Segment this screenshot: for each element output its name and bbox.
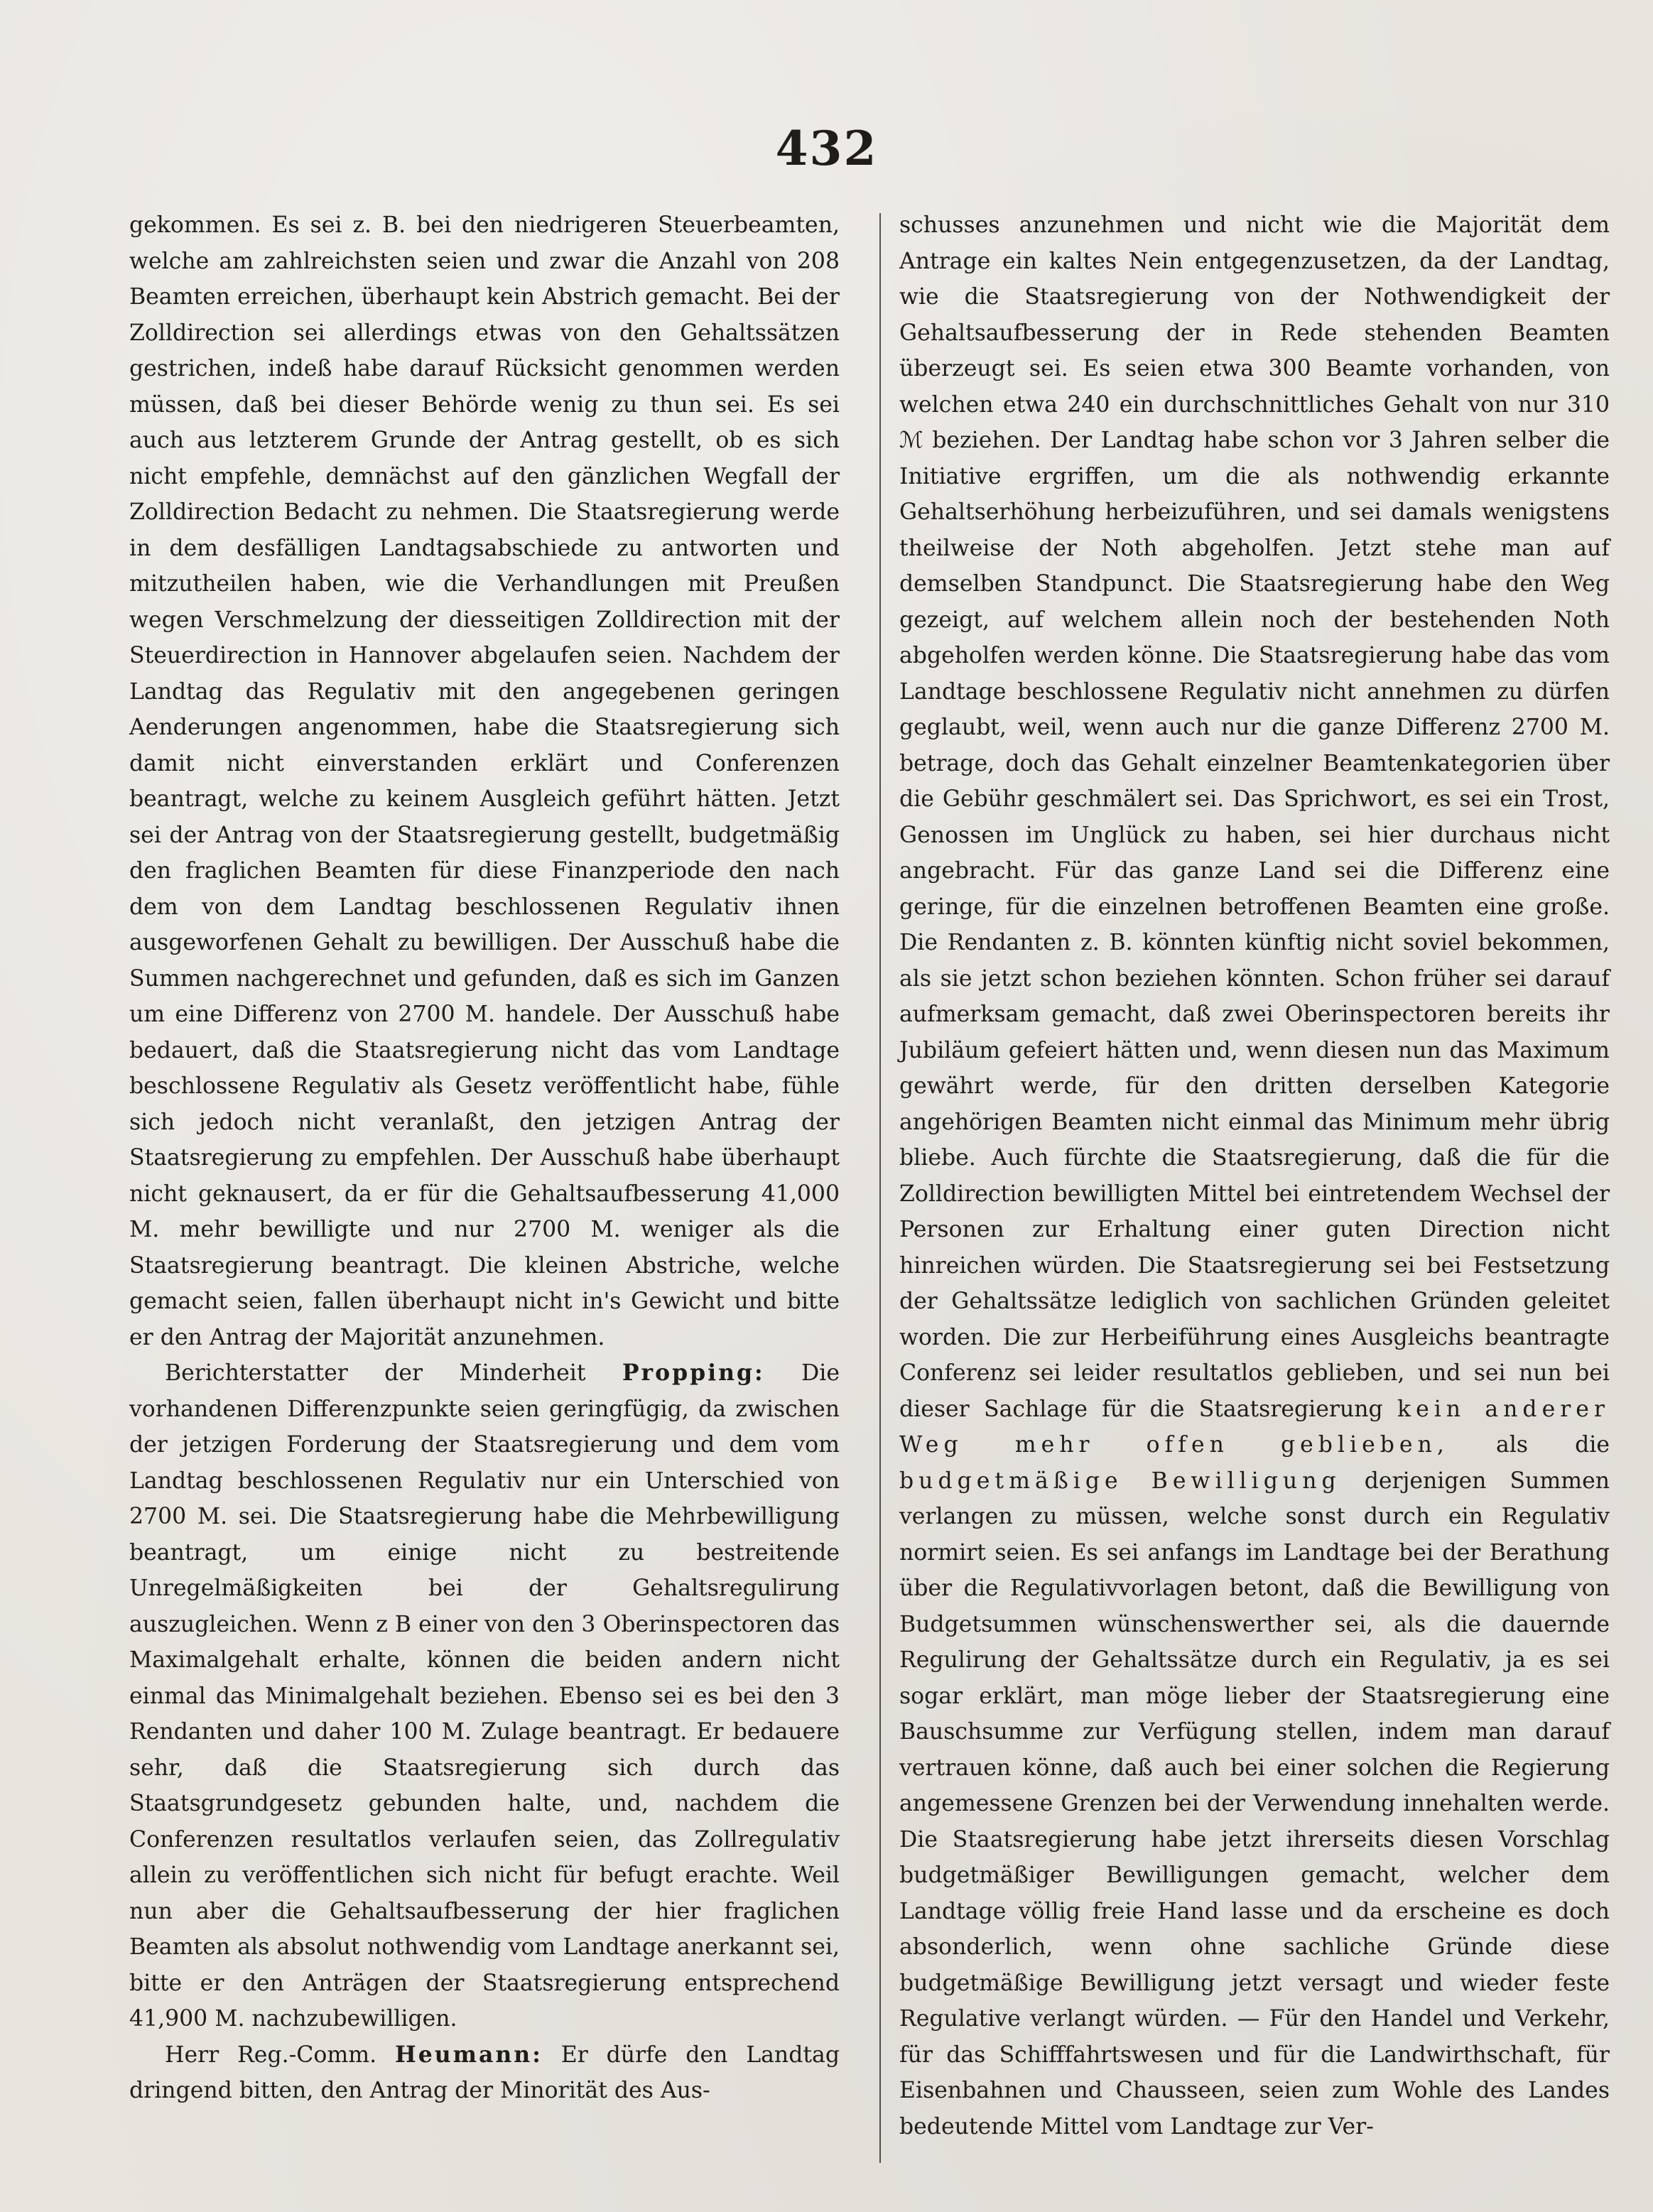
body-text: derjenigen Summen verlangen zu müssen, welche sonst durch ein Regulativ normirt seien. Es sei anfangs im Landtage bei der Berathung über die Regulativvorlagen betont, daß die Bewilligung von Budgetsummen wünschenswerther sei, als die dauernde Regulirung der Gehaltssätze durch ein Regulativ, ja es sei sogar erklärt, man möge lieber der Staatsregierung eine Bauschsumme zur Verfügung stellen, indem man darauf vertrauen könne, daß auch bei einer solchen die Regierung angemessene Grenzen bei der Verwendung innehalten werde. Die Staatsregierung habe jetzt ihrerseits diesen Vorschlag budgetmäßiger Bewilligungen gemacht, welcher dem Landtage völlig freie Hand lasse und da erscheine es doch absonderlich, wenn ohne sachliche Gründe diese budgetmäßige Bewilligung jetzt versagt und wieder feste Regulative verlangt würden. — Für den Handel und Verkehr, für das Schifffahrtswesen und für die Landwirthschaft, für Eisenbahnen und Chausseen, seien zum Wohle des Landes bedeutende Mittel vom Landtage zur Ver- xyxy=(899,1468,1610,2140)
speaker-intro: Herr Reg.-Comm. xyxy=(165,2042,377,2068)
paragraph xyxy=(899,207,1610,2145)
speech-text: Er dürfe den Landtag dringend bitten, den Antrag der Minorität des Aus- xyxy=(129,2042,840,2103)
page-number: 432 xyxy=(775,121,878,176)
column-divider xyxy=(879,213,881,2163)
left-column xyxy=(129,207,840,2109)
paragraph xyxy=(129,1355,840,2037)
right-column xyxy=(899,207,1610,2145)
body-text: schusses anzunehmen und nicht wie die Majorität dem Antrage ein kaltes Nein entgegenzusetzen, da der Landtag, wie die Staatsregierung von der Nothwendigkeit der Gehaltsaufbesserung der in Rede stehenden Beamten überzeugt sei. Es seien etwa 300 Beamte vorhanden, von welchen etwa 240 ein durchschnittliches Gehalt von nur 310 ℳ beziehen. Der Landtag habe schon vor 3 Jahren selber die Initiative ergriffen, um die als nothwendig erkannte Gehaltserhöhung herbeizuführen, und sei damals wenigstens theilweise der Noth abgeholfen. Jetzt stehe man auf demselben Standpunct. Die Staatsregierung habe den Weg gezeigt, auf welchem allein noch der bestehenden Noth abgeholfen werden könne. Die Staatsregierung habe das vom Landtage beschlossene Regulativ nicht annehmen zu dürfen geglaubt, weil, wenn auch nur die ganze Differenz 2700 M. betrage, doch das Gehalt einzelner Beamtenkategorien über die Gebühr geschmälert sei. Das Sprichwort, es sei ein Trost, Genossen im Unglück zu haben, sei hier durchaus nicht angebracht. Für das ganze Land sei die Differenz eine geringe, für die einzelnen betroffenen Beamten eine große. Die Rendanten z. B. könnten künftig nicht soviel bekommen, als sie jetzt schon beziehen könnten. Schon früher sei darauf aufmerksam gemacht, daß zwei Oberinspectoren bereits ihr Jubiläum gefeiert hätten und, wenn diesen nun das Maximum gewährt werde, für den dritten derselben Kategorie angehörigen Beamten nicht einmal das Minimum mehr übrig bliebe. Auch fürchte die Staatsregierung, daß die für die Zolldirection bewilligten Mittel bei eintretendem Wechsel der Personen zur Erhaltung einer guten Direction nicht hinreichen würden. Die Staatsregierung sei bei Festsetzung der Gehaltssätze lediglich von sachlichen Gründen geleitet worden. Die zur Herbeiführung eines Ausgleichs beantragte Conferenz sei leider resultatlos geblieben, und sei nun bei dieser Sachlage für die Staatsregierung xyxy=(899,212,1610,1422)
speaker-intro: Berichterstatter der Minderheit xyxy=(165,1360,586,1386)
spaced-emphasis: budgetmäßige Bewilligung xyxy=(899,1468,1341,1494)
paragraph xyxy=(129,2037,840,2109)
speaker-name: Propping: xyxy=(622,1360,765,1386)
paragraph: gekommen. Es sei z. B. bei den niedrigeren Steuerbeamten, welche am zahlreichsten seien und zwar die Anzahl von 208 Beamten erreichen, überhaupt kein Abstrich gemacht. Bei der Zolldirection sei allerdings etwas von den Gehaltssätzen gestrichen, indeß habe darauf Rücksicht genommen werden müssen, daß bei dieser Behörde wenig zu thun sei. Es sei auch aus letzterem Grunde der Antrag gestellt, ob es sich nicht empfehle, demnächst auf den gänzlichen Wegfall der Zolldirection Bedacht zu nehmen. Die Staatsregierung werde in dem desfälligen Landtagsabschiede zu antworten und mitzutheilen haben, wie die Verhandlungen mit Preußen wegen Verschmelzung der diesseitigen Zolldirection mit der Steuerdirection in Hannover abgelaufen seien. Nachdem der Landtag das Regulativ mit den angegebenen geringen Aenderungen angenommen, habe die Staatsregierung sich damit nicht einverstanden erklärt und Conferenzen beantragt, welche zu keinem Ausgleich geführt hätten. Jetzt sei der Antrag von der Staatsregierung gestellt, budgetmäßig den fraglichen Beamten für diese Finanzperiode den nach dem von dem Landtag beschlossenen Regulativ ihnen ausgeworfenen Gehalt zu bewilligen. Der Ausschuß habe die Summen nachgerechnet und gefunden, daß es sich im Ganzen um eine Differenz von 2700 M. handele. Der Ausschuß habe bedauert, daß die Staatsregierung nicht das vom Landtage beschlossene Regulativ als Gesetz veröffentlicht habe, fühle sich jedoch nicht veranlaßt, den jetzigen Antrag der Staatsregierung zu empfehlen. Der Ausschuß habe überhaupt nicht geknausert, da er für die Gehaltsaufbesserung 41,000 M. mehr bewilligte und nur 2700 M. weniger als die Staatsregierung beantragt. Die kleinen Abstriche, welche gemacht seien, fallen überhaupt nicht in's Gewicht und bitte er den Antrag der Majorität anzunehmen. xyxy=(129,212,840,1350)
spaced-emphasis: kein anderer Weg mehr offen geblieben, xyxy=(899,1396,1610,1458)
speech-text: Die vorhandenen Differenzpunkte seien geringfügig, da zwischen der jetzigen Forderung der Staatsregierung und dem vom Landtag beschlossenen Regulativ nur ein Unterschied von 2700 M. sei. Die Staatsregierung habe die Mehrbewilligung beantragt, um einige nicht zu bestreitende Unregelmäßigkeiten bei der Gehaltsregulirung auszugleichen. Wenn z B einer von den 3 Oberinspectoren das Maximalgehalt erhalte, können die beiden andern nicht einmal das Minimalgehalt beziehen. Ebenso sei es bei den 3 Rendanten und daher 100 M. Zulage beantragt. Er bedauere sehr, daß die Staatsregierung sich durch das Staatsgrundgesetz gebunden halte, und, nachdem die Conferenzen resultatlos verlaufen seien, das Zollregulativ allein zu veröffentlichen sich nicht für befugt erachte. Weil nun aber die Gehaltsaufbesserung der hier fraglichen Beamten als absolut nothwendig vom Landtage anerkannt sei, bitte er den Anträgen der Staatsregierung entsprechend 41,900 M. nachzubewilligen. xyxy=(129,1360,840,2032)
speaker-name: Heumann: xyxy=(394,2041,543,2068)
body-text: als die xyxy=(1495,1432,1610,1458)
